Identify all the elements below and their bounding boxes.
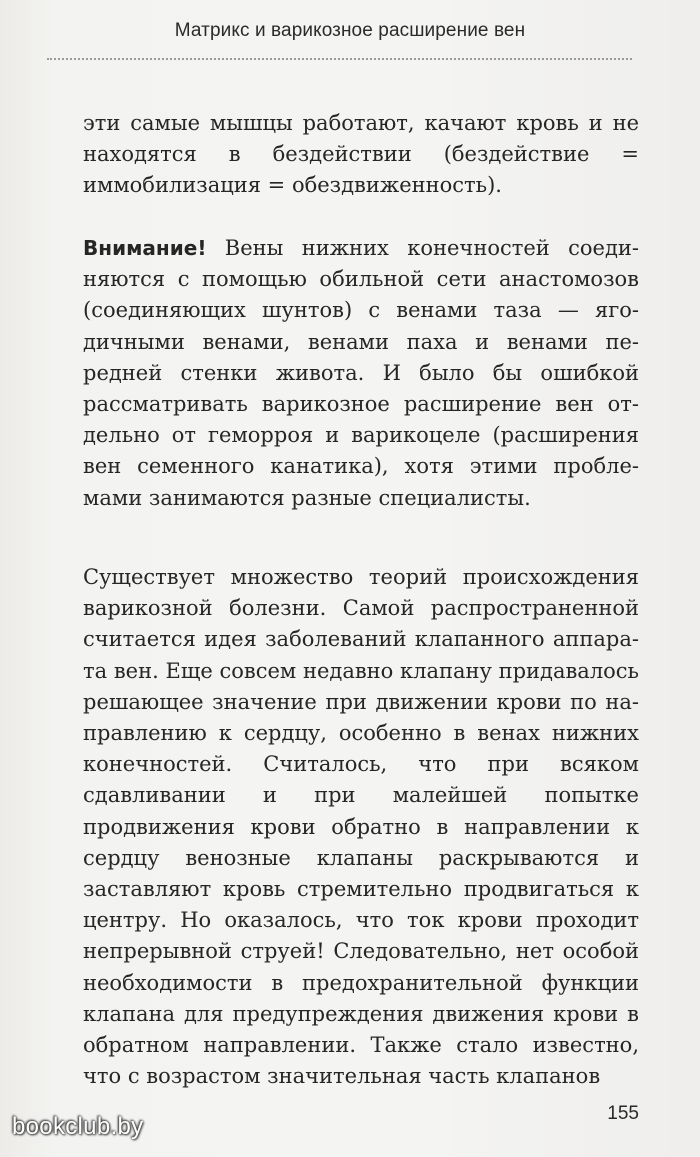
running-title: Матрикс и варикозное расширение вен — [174, 20, 526, 41]
page-number: 155 — [607, 1103, 639, 1124]
watermark: bookclub.by — [12, 1113, 144, 1140]
paragraph-3: Существует множество теорий происхождения варикозной болезни. Самой распространенной считается идея заболеваний клапанного аппарата вен. Еще совсем недавно клапану придавалось решающее значение при движении крови по направлению к сердцу, особенно в венах нижних конечностей. Считалось, что при всяком сдавливании и при малейшей попытке продвижения крови обратно в направлении к сердцу венозные клапаны раскрываются и заставляют кровь стремительно продвигаться к центру. Но оказалось, что ток крови проходит непрерывной струей! Следовательно, нет особой необходимости в предохранительной функции клапана для предупреждения движения крови в обратном направлении. Также стало известно, что с возрастом значительная часть клапанов — [83, 565, 639, 1089]
paragraph-2-text: Вены нижних конечностей соединяются с помощью обильной сети анастомозов (соединяющих шунтов) с венами таза — ягодичными венами, венами паха и венами передней стенки живота. И было бы ошибкой рассматривать варикозное расширение вен отдельно от геморроя и варикоцеле (расширения вен семенного канатика), хотя этими проблемами занимаются разные специалисты. — [83, 236, 639, 510]
attention-label: Внимание! — [83, 236, 207, 260]
paragraph-2-attention — [83, 233, 639, 514]
header-divider — [47, 58, 632, 60]
paragraph-1: эти самые мышцы работают, качают кровь и не находятся в бездействии (бездействие = иммобилизация = обездвиженность). — [83, 111, 639, 198]
